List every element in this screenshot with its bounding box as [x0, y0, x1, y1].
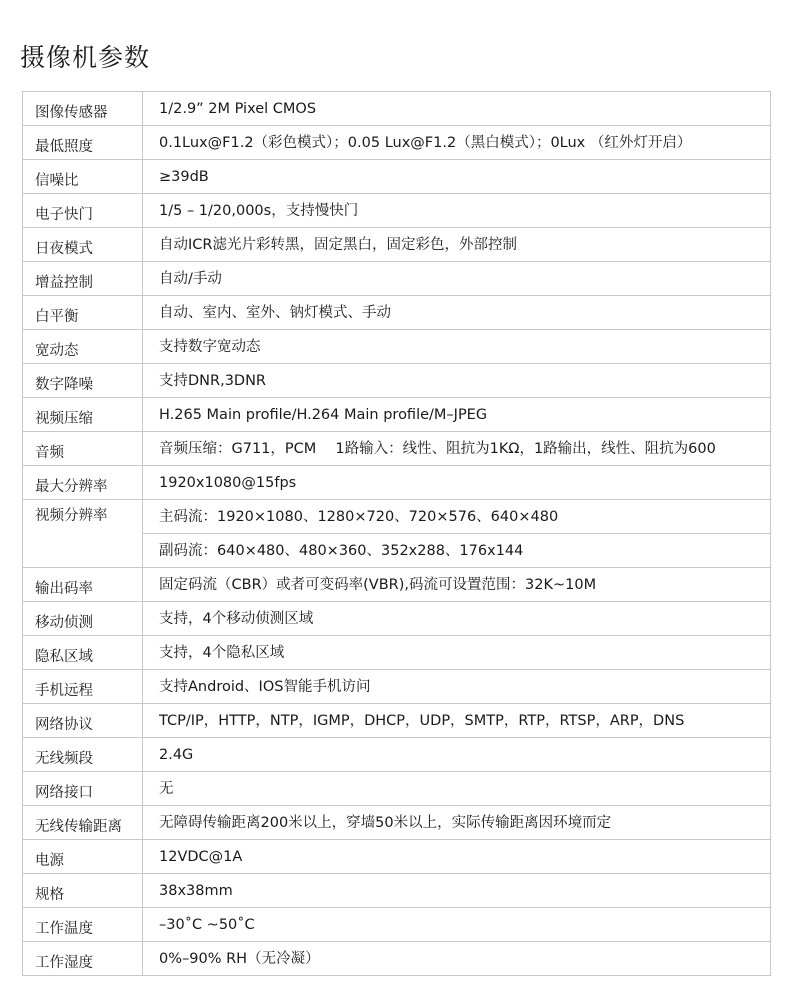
spec-row [23, 160, 771, 194]
spec-value: 自动、室内、室外、钠灯模式、手动 [143, 296, 771, 330]
spec-label: 隐私区域 [23, 636, 143, 670]
spec-label: 移动侦测 [23, 602, 143, 636]
spec-label: 最大分辨率 [23, 466, 143, 500]
spec-row [23, 738, 771, 772]
spec-row [23, 228, 771, 262]
spec-label: 数字降噪 [23, 364, 143, 398]
spec-label: 信噪比 [23, 160, 143, 194]
spec-label: 网络协议 [23, 704, 143, 738]
spec-value: 支持DNR,3DNR [143, 364, 771, 398]
spec-value: 音频压缩：G711，PCM 1路输入：线性、阻抗为1KΩ，1路输出，线性、阻抗为600 [143, 432, 771, 466]
page-title: 摄像机参数 [20, 43, 151, 72]
spec-row [23, 602, 771, 636]
spec-label: 工作温度 [23, 908, 143, 942]
spec-value: 0%–90% RH（无冷凝） [143, 942, 771, 976]
spec-label: 规格 [23, 874, 143, 908]
spec-row [23, 126, 771, 160]
spec-label: 工作湿度 [23, 942, 143, 976]
spec-row [23, 942, 771, 976]
spec-value: 副码流：640×480、480×360、352x288、176x144 [143, 534, 771, 568]
spec-label: 网络接口 [23, 772, 143, 806]
spec-row [23, 262, 771, 296]
spec-label: 日夜模式 [23, 228, 143, 262]
spec-row [23, 840, 771, 874]
spec-value: –30˚C ~50˚C [143, 908, 771, 942]
spec-row [23, 874, 771, 908]
spec-row [23, 772, 771, 806]
spec-label: 图像传感器 [23, 92, 143, 126]
spec-label: 视频分辨率 [23, 500, 143, 568]
spec-label: 白平衡 [23, 296, 143, 330]
spec-value: 1/5 – 1/20,000s，支持慢快门 [143, 194, 771, 228]
spec-value: 固定码流（CBR）或者可变码率(VBR),码流可设置范围：32K~10M [143, 568, 771, 602]
spec-row [23, 398, 771, 432]
spec-row [23, 466, 771, 500]
spec-row [23, 92, 771, 126]
spec-table [22, 91, 771, 976]
spec-label: 音频 [23, 432, 143, 466]
spec-row [23, 330, 771, 364]
spec-value: TCP/IP，HTTP，NTP，IGMP，DHCP，UDP，SMTP，RTP，RTSP，ARP，DNS [143, 704, 771, 738]
spec-row [23, 704, 771, 738]
spec-value: 支持数字宽动态 [143, 330, 771, 364]
spec-value: H.265 Main profile/H.264 Main profile/M–JPEG [143, 398, 771, 432]
spec-value: 0.1Lux@F1.2（彩色模式）；0.05 Lux@F1.2（黑白模式）；0Lux （红外灯开启） [143, 126, 771, 160]
spec-value: 1/2.9” 2M Pixel CMOS [143, 92, 771, 126]
spec-row [23, 432, 771, 466]
spec-label: 最低照度 [23, 126, 143, 160]
spec-value: 支持，4个隐私区域 [143, 636, 771, 670]
spec-value: 自动/手动 [143, 262, 771, 296]
spec-row [23, 636, 771, 670]
spec-table-body [23, 92, 771, 976]
spec-value: 无障碍传输距离200米以上，穿墙50米以上，实际传输距离因环境而定 [143, 806, 771, 840]
spec-label: 无线传输距离 [23, 806, 143, 840]
spec-value: 自动ICR滤光片彩转黑，固定黑白，固定彩色，外部控制 [143, 228, 771, 262]
spec-value: 1920x1080@15fps [143, 466, 771, 500]
spec-label: 手机远程 [23, 670, 143, 704]
spec-value: 12VDC@1A [143, 840, 771, 874]
spec-row [23, 296, 771, 330]
spec-value: 2.4G [143, 738, 771, 772]
spec-value: ≥39dB [143, 160, 771, 194]
spec-label: 视频压缩 [23, 398, 143, 432]
spec-label: 增益控制 [23, 262, 143, 296]
spec-label: 输出码率 [23, 568, 143, 602]
spec-row [23, 500, 771, 534]
spec-row [23, 908, 771, 942]
spec-row [23, 194, 771, 228]
spec-row [23, 568, 771, 602]
spec-row [23, 670, 771, 704]
spec-value: 38x38mm [143, 874, 771, 908]
spec-value: 主码流：1920×1080、1280×720、720×576、640×480 [143, 500, 771, 534]
spec-row [23, 364, 771, 398]
spec-value: 支持Android、IOS智能手机访问 [143, 670, 771, 704]
spec-label: 电源 [23, 840, 143, 874]
spec-label: 宽动态 [23, 330, 143, 364]
spec-value: 支持，4个移动侦测区域 [143, 602, 771, 636]
spec-row [23, 806, 771, 840]
spec-label: 电子快门 [23, 194, 143, 228]
spec-label: 无线频段 [23, 738, 143, 772]
spec-value: 无 [143, 772, 771, 806]
